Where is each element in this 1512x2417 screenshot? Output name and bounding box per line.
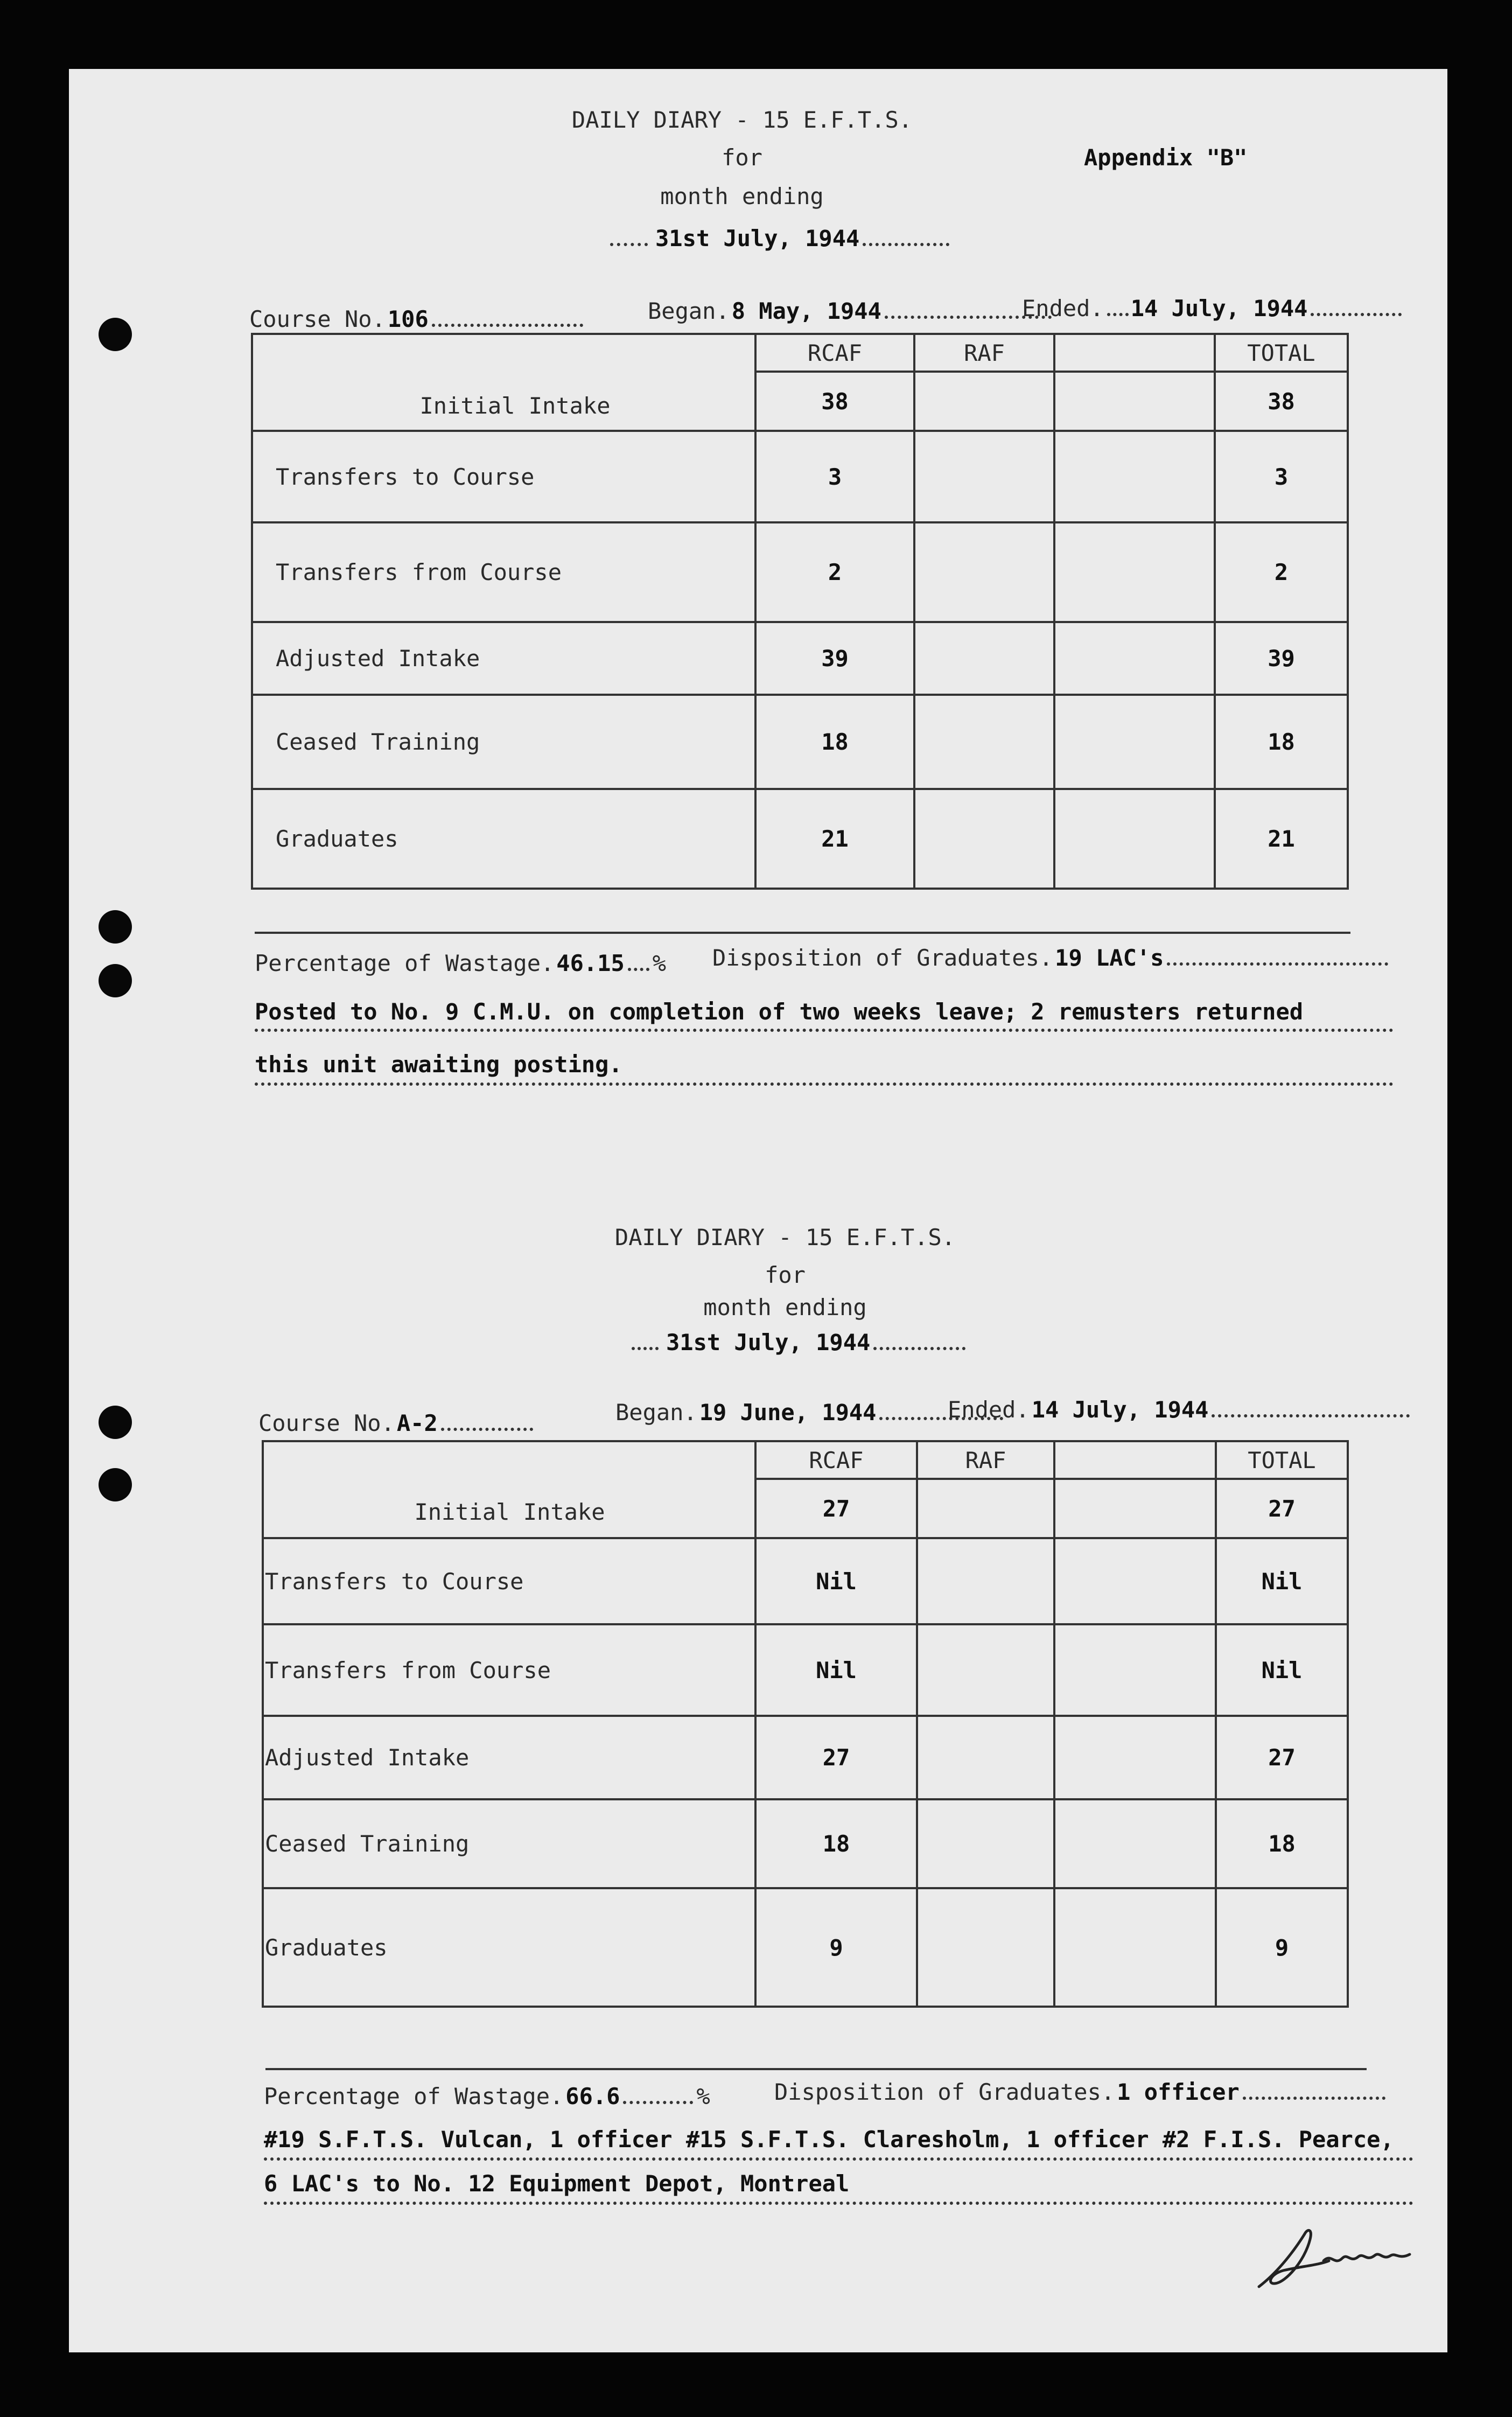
raf-value [917, 1716, 1054, 1799]
total-value: 3 [1215, 431, 1348, 522]
row-label-cell [252, 334, 755, 431]
row-label-cell [263, 1441, 755, 1538]
disposition-field [774, 2079, 1385, 2105]
punch-hole [99, 1406, 132, 1439]
disposition-note-line-2: 6 LAC's to No. 12 Equipment Depot, Montreal [264, 2170, 850, 2197]
month-ending-field [610, 225, 949, 252]
dotted-rule [264, 2157, 1413, 2161]
rcaf-value: 3 [755, 431, 914, 522]
rcaf-value: Nil [755, 1624, 917, 1716]
raf-value [914, 522, 1054, 622]
rcaf-value: 9 [755, 1888, 917, 2007]
course-no-field [258, 1410, 533, 1436]
disposition-value: 1 officer [1117, 2079, 1240, 2105]
other-value [1054, 431, 1215, 522]
row-label: Initial Intake [419, 393, 611, 419]
form-title-for: for [722, 144, 762, 171]
disposition-label: Disposition of Graduates. [774, 2079, 1115, 2105]
course-table [251, 333, 1349, 890]
rcaf-value: 18 [755, 695, 914, 789]
raf-value [917, 1888, 1054, 2007]
percent-sign: % [696, 2083, 710, 2109]
col-header-blank [1054, 334, 1215, 372]
rcaf-value: 27 [755, 1716, 917, 1799]
ended-field [948, 1396, 1410, 1423]
ended-field [1022, 295, 1402, 322]
course-no-value: 106 [387, 306, 429, 332]
table-row [252, 431, 1348, 522]
punch-hole [99, 910, 132, 944]
began-field [648, 298, 1052, 324]
table-bottom-rule [265, 2068, 1367, 2070]
rcaf-value: 2 [755, 522, 914, 622]
col-header-raf: RAF [914, 334, 1054, 372]
total-value: Nil [1216, 1538, 1348, 1624]
raf-value [914, 695, 1054, 789]
other-value [1054, 622, 1215, 695]
ended-label: Ended. [948, 1396, 1030, 1423]
ended-value: 14 July, 1944 [1031, 1396, 1209, 1423]
rcaf-value: 21 [755, 789, 914, 889]
rcaf-value: Nil [755, 1538, 917, 1624]
appendix-label: Appendix "B" [1084, 144, 1248, 171]
dotted-rule [255, 1082, 1394, 1086]
row-label: Adjusted Intake [263, 1716, 755, 1799]
table-row [263, 1888, 1348, 2007]
course-no-value: A-2 [396, 1410, 438, 1436]
table-bottom-rule [255, 932, 1350, 934]
row-label: Initial Intake [414, 1499, 605, 1525]
wastage-value: 66.6 [565, 2083, 620, 2109]
total-value: 38 [1215, 372, 1348, 431]
table-row [252, 695, 1348, 789]
rcaf-value: 27 [755, 1479, 917, 1538]
disposition-note-line-2: this unit awaiting posting. [255, 1051, 622, 1078]
other-value [1054, 1624, 1216, 1716]
percent-sign: % [652, 950, 667, 976]
col-header-rcaf: RCAF [755, 334, 914, 372]
total-value: 27 [1216, 1479, 1348, 1538]
signature [1254, 2223, 1426, 2293]
table-header-row [263, 1441, 1348, 1479]
row-label: Transfers from Course [263, 1624, 755, 1716]
raf-value [914, 622, 1054, 695]
rcaf-value: 39 [755, 622, 914, 695]
form-title: DAILY DIARY - 15 E.F.T.S. [571, 107, 913, 133]
other-value [1054, 372, 1215, 431]
total-value: 21 [1215, 789, 1348, 889]
table-row [263, 1799, 1348, 1888]
course-no-label: Course No. [249, 306, 386, 332]
row-label: Ceased Training [263, 1799, 755, 1888]
col-header-blank [1054, 1441, 1216, 1479]
row-label: Transfers to Course [263, 1538, 755, 1624]
other-value [1054, 1888, 1216, 2007]
table-row [252, 622, 1348, 695]
form-title-month-ending: month ending [703, 1294, 867, 1321]
course-no-field [249, 306, 583, 332]
total-value: 18 [1216, 1799, 1348, 1888]
punch-hole [99, 964, 132, 997]
disposition-note-line-1: #19 S.F.T.S. Vulcan, 1 officer #15 S.F.T.S. Claresholm, 1 officer #2 F.I.S. Pearce, [264, 2126, 1394, 2153]
raf-value [914, 372, 1054, 431]
began-value: 19 June, 1944 [699, 1399, 877, 1426]
punch-hole [99, 318, 132, 351]
disposition-value: 19 LAC's [1055, 945, 1164, 971]
dotted-rule [264, 2202, 1413, 2205]
form-title: DAILY DIARY - 15 E.F.T.S. [614, 1224, 956, 1251]
course-table [262, 1440, 1349, 2008]
raf-value [917, 1624, 1054, 1716]
col-header-rcaf: RCAF [755, 1441, 917, 1479]
began-label: Began. [615, 1399, 697, 1426]
table-row [263, 1624, 1348, 1716]
table-row [252, 522, 1348, 622]
row-label: Transfers to Course [252, 431, 755, 522]
raf-value [914, 789, 1054, 889]
disposition-field [712, 945, 1388, 971]
wastage-field [264, 2083, 748, 2109]
other-value [1054, 695, 1215, 789]
other-value [1054, 1538, 1216, 1624]
punch-hole [99, 1468, 132, 1501]
rcaf-value: 38 [755, 372, 914, 431]
form-title-month-ending: month ending [660, 183, 824, 209]
document-page [69, 69, 1447, 2352]
raf-value [917, 1479, 1054, 1538]
wastage-field [255, 950, 772, 976]
wastage-label: Percentage of Wastage. [264, 2083, 564, 2109]
month-ending-value: 31st July, 1944 [666, 1329, 871, 1356]
row-label: Graduates [252, 789, 755, 889]
other-value [1054, 1716, 1216, 1799]
row-label: Ceased Training [252, 695, 755, 789]
began-label: Began. [648, 298, 730, 324]
wastage-value: 46.15 [556, 950, 625, 976]
row-label: Graduates [263, 1888, 755, 2007]
raf-value [917, 1538, 1054, 1624]
ended-value: 14 July, 1944 [1130, 295, 1308, 322]
total-value: Nil [1216, 1624, 1348, 1716]
table-header-row [252, 334, 1348, 372]
disposition-label: Disposition of Graduates. [712, 945, 1053, 971]
other-value [1054, 1799, 1216, 1888]
ended-label: Ended. [1022, 295, 1104, 322]
table-row [263, 1716, 1348, 1799]
month-ending-field [632, 1329, 965, 1356]
disposition-note-line-1: Posted to No. 9 C.M.U. on completion of two weeks leave; 2 remusters returned [255, 998, 1304, 1025]
form-title-for: for [765, 1262, 806, 1288]
other-value [1054, 522, 1215, 622]
total-value: 9 [1216, 1888, 1348, 2007]
table-row [252, 789, 1348, 889]
total-value: 18 [1215, 695, 1348, 789]
total-value: 27 [1216, 1716, 1348, 1799]
rcaf-value: 18 [755, 1799, 917, 1888]
col-header-raf: RAF [917, 1441, 1054, 1479]
other-value [1054, 1479, 1216, 1538]
dotted-rule [255, 1029, 1394, 1032]
row-label: Adjusted Intake [252, 622, 755, 695]
began-value: 8 May, 1944 [731, 298, 881, 324]
raf-value [914, 431, 1054, 522]
col-header-total: TOTAL [1216, 1441, 1348, 1479]
other-value [1054, 789, 1215, 889]
wastage-label: Percentage of Wastage. [255, 950, 555, 976]
began-field [615, 1399, 1003, 1426]
course-no-label: Course No. [258, 1410, 395, 1436]
month-ending-value: 31st July, 1944 [655, 225, 860, 252]
total-value: 2 [1215, 522, 1348, 622]
raf-value [917, 1799, 1054, 1888]
col-header-total: TOTAL [1215, 334, 1348, 372]
row-label: Transfers from Course [252, 522, 755, 622]
total-value: 39 [1215, 622, 1348, 695]
table-row [263, 1538, 1348, 1624]
